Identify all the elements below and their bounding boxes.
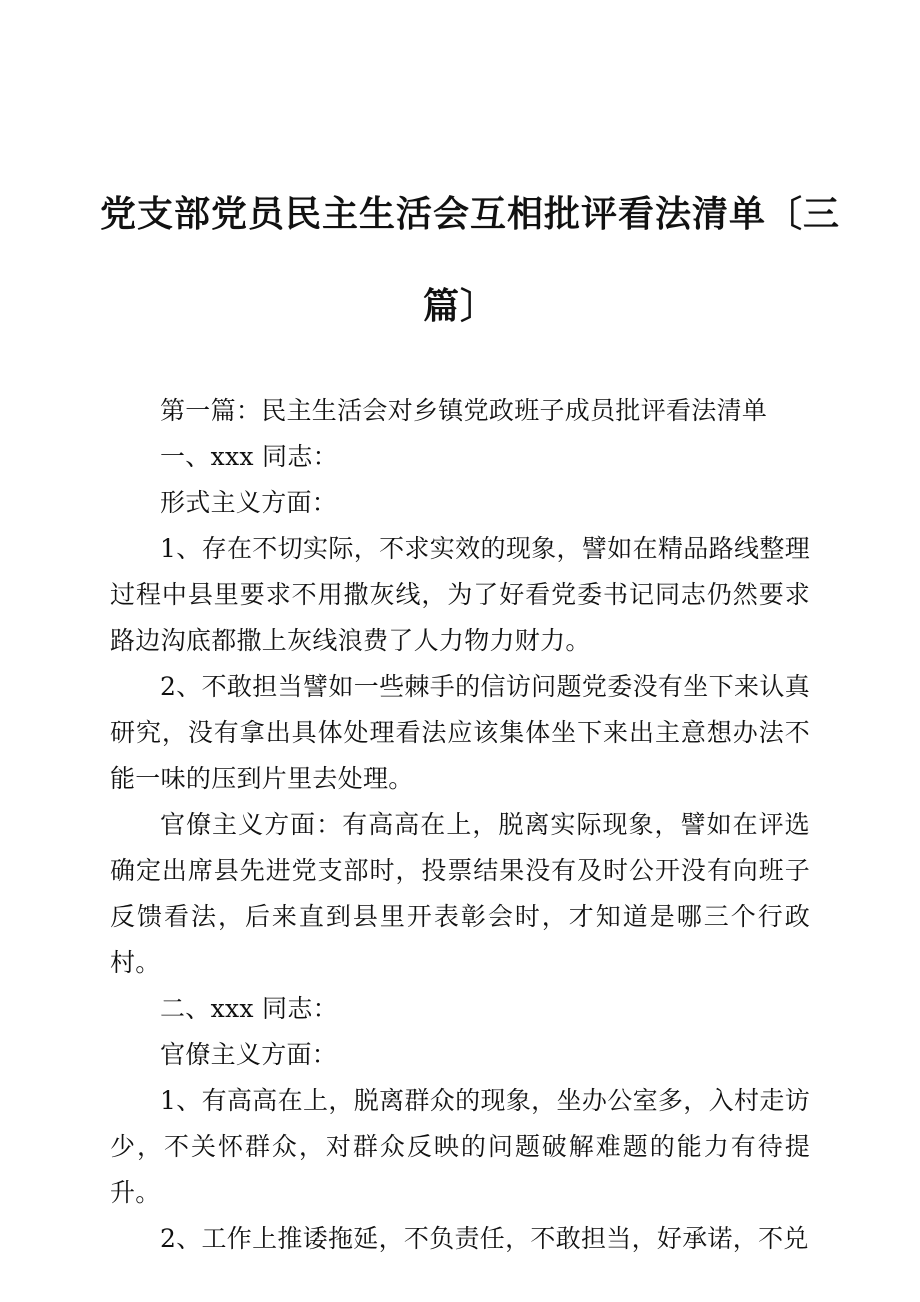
- paragraph-item-2: 2、不敢担当譬如一些棘手的信访问题党委没有坐下来认真研究，没有拿出具体处理看法应该集体坐下来出主意想办法不能一味的压到片里去处理。: [110, 672, 810, 793]
- paragraph-formalism-heading: 形式主义方面：: [160, 488, 338, 517]
- paragraph-section-heading: 第一篇：民主生活会对乡镇党政班子成员批评看法清单: [160, 396, 768, 425]
- document-body: [110, 388, 810, 1262]
- document-title-line-1: 党支部党员民主生活会互相批评看法清单〔三: [100, 194, 841, 235]
- paragraph-item-4: 2、工作上推诿拖延，不负责任，不敢担当，好承诺，不兑: [160, 1224, 809, 1253]
- paragraph-item-3: 1、有高高在上，脱离群众的现象，坐办公室多，入村走访少，不关怀群众，对群众反映的问题破解难题的能力有待提升。: [110, 1086, 810, 1207]
- paragraph-bureaucratism: 官僚主义方面：有高高在上，脱离实际现象，譬如在评选确定出席县先进党支部时，投票结果没有及时公开没有向班子反馈看法，后来直到县里开表彰会时，才知道是哪三个行政村。: [110, 810, 810, 977]
- document-title-line-2: 篇〕: [422, 286, 497, 327]
- paragraph-item-1: 1、存在不切实际，不求实效的现象，譬如在精品路线整理过程中县里要求不用撒灰线，为了好看党委书记同志仍然要求路边沟底都撒上灰线浪费了人力物力财力。: [110, 534, 810, 655]
- paragraph-comrade-2: 二、xxx 同志：: [160, 994, 338, 1023]
- paragraph-comrade-1: 一、xxx 同志：: [160, 442, 338, 471]
- paragraph-bureaucratism-heading: 官僚主义方面：: [160, 1040, 338, 1069]
